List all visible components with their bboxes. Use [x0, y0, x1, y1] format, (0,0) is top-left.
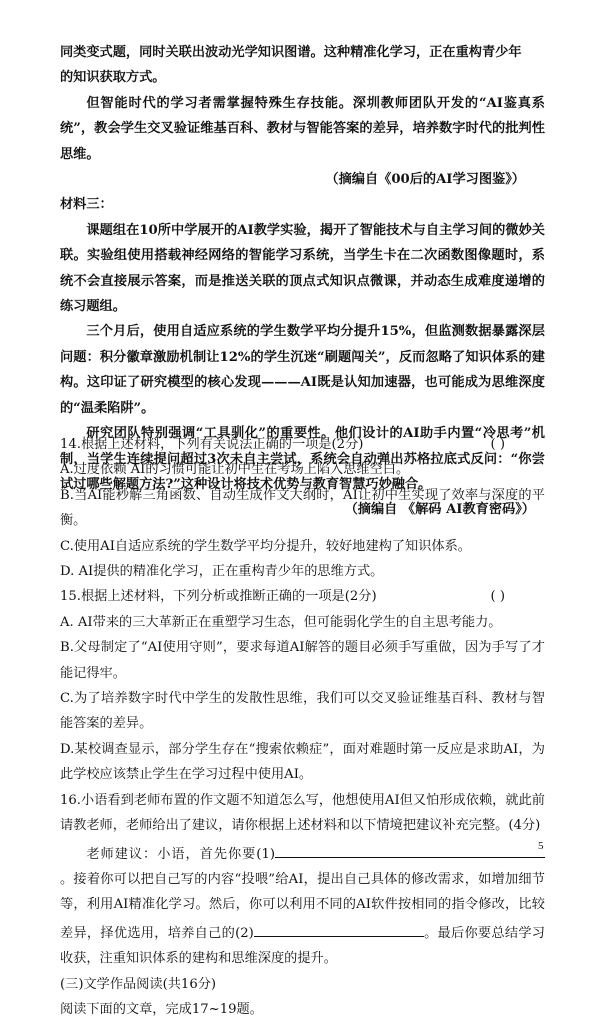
q15-option-b[interactable]: B.父母制定了“AI使用守则”，要求每道AI解答的题目必须手写重做，因为手写了才能记得牢。 — [60, 640, 545, 681]
q14-option-a[interactable]: A.过度依赖 AI的习惯可能让初中生在考场上陷入思维空白。 — [60, 462, 410, 478]
material3-paragraph-3: 研究团队特别强调“工具驯化”的重要性。他们设计的AI助手内置“冷思考”机制，当学生连续提问超过3次未自主尝试，系统会自动弹出苏格拉底式反问：“你尝试过哪些解题方法?”这种设计将技术优势与教育智慧巧妙融合。 — [60, 426, 545, 492]
q14-answer-paren[interactable]: ( ) — [490, 437, 505, 452]
material2-paragraph: 但智能时代的学习者需掌握特殊生存技能。深圳教师团队开发的“AI鉴真系统”，教会学生交叉验证维基百科、教材与智能答案的差异，培养数字时代的批判性思维。 — [60, 95, 545, 162]
q16-stem: 16.小语看到老师布置的作文题不知道怎么写，他想使用AI但又怕形成依赖，就此前请教老师，老师给出了建议，请你根据上述材料和以下情境把建议补充完整。(4分) — [60, 792, 545, 834]
q16-advice-part1: 老师建议：小语，首先你要(1) — [86, 846, 275, 862]
q16-blank-2[interactable] — [254, 918, 424, 937]
q15-option-d[interactable]: D.某校调查显示，部分学生存在“搜索依赖症”，面对难题时第一反应是求助AI，为此学校应该禁止学生在学习过程中使用AI。 — [60, 741, 545, 783]
material3-source: （摘编自 《解码 AI教育密码》） — [344, 502, 535, 518]
q16-blank-1[interactable] — [275, 839, 545, 858]
section3-title: (三)文学作品阅读(共16分) — [60, 976, 217, 992]
q15-option-c[interactable]: C.为了培养数字时代中学生的发散性思维，我们可以交叉验证维基百科、教材与智能答案的差异。 — [60, 691, 545, 732]
q14-option-b[interactable]: B.当AI能秒解三角函数、自动生成作文大纲时，AI让初中生实现了效率与深度的平衡。 — [60, 487, 545, 529]
material3-title: 材料三： — [60, 197, 113, 213]
q14-stem: 14.根据上述材料，下列有关说法正确的一项是(2分) — [60, 437, 364, 452]
q15-stem: 15.根据上述材料，下列分析或推断正确的一项是(2分) — [60, 589, 377, 605]
material2-tail-line2: 的知识获取方式。 — [60, 70, 166, 86]
section3-intro: 阅读下面的文章，完成17~19题。 — [60, 1001, 263, 1017]
material3-paragraph-1: 课题组在10所中学展开的AI教学实验，揭开了智能技术与自主学习间的微妙关联。实验组使用搭载神经网络的智能学习系统，当学生卡在二次函数图像题时，系统不会直接展示答案，而是推送关联的顶点式知识点微课，并动态生成难度递增的练习题组。 — [60, 222, 545, 315]
q15-answer-paren[interactable]: ( ) — [490, 589, 505, 605]
questions — [60, 432, 545, 1022]
material2-source: （摘编自《00后的AI学习图鉴》） — [325, 172, 525, 188]
material3-paragraph-2: 三个月后，使用自适应系统的学生数学平均分提升15%，但监测数据暴露深层问题：积分徽章激励机制让12%的学生沉迷“刷题闯关”，反而忽略了知识体系的建构。这印证了研究模型的核心发现———AI既是认知加速器，也可能成为思维深度的“温柔陷阱”。 — [60, 324, 545, 416]
q14-option-d[interactable]: D. AI提供的精准化学习，正在重构青少年的思维方式。 — [60, 564, 384, 580]
question-15 — [60, 584, 545, 609]
q16-advice-part2: 。接着你可以把自己写的内容“投喂”给AI，提出自己具体的修改需求，如增加细节等，利用AI精准化学习。然后，你可以利用不同的AI软件按相同的指令修改，比较差异，择优选用，培养自己的(2) — [60, 871, 545, 941]
q14-option-c[interactable]: C.使用AI自适应系统的学生数学平均分提升，较好地建构了知识体系。 — [60, 538, 471, 554]
page-number: 5 — [538, 840, 544, 852]
q16-advice-part3: 。最后你要总结学习收获，注重知识体系的建构和思维深度的提升。 — [60, 925, 545, 967]
material2-tail-line1: 同类变式题，同时关联出波动光学知识图谱。这种精准化学习，正在重构青少年 — [60, 45, 522, 60]
q16-advice — [60, 839, 545, 972]
q15-option-a[interactable]: A. AI带来的三大革新正在重塑学习生态，但可能弱化学生的自主思考能力。 — [60, 614, 502, 630]
question-14 — [60, 432, 545, 457]
